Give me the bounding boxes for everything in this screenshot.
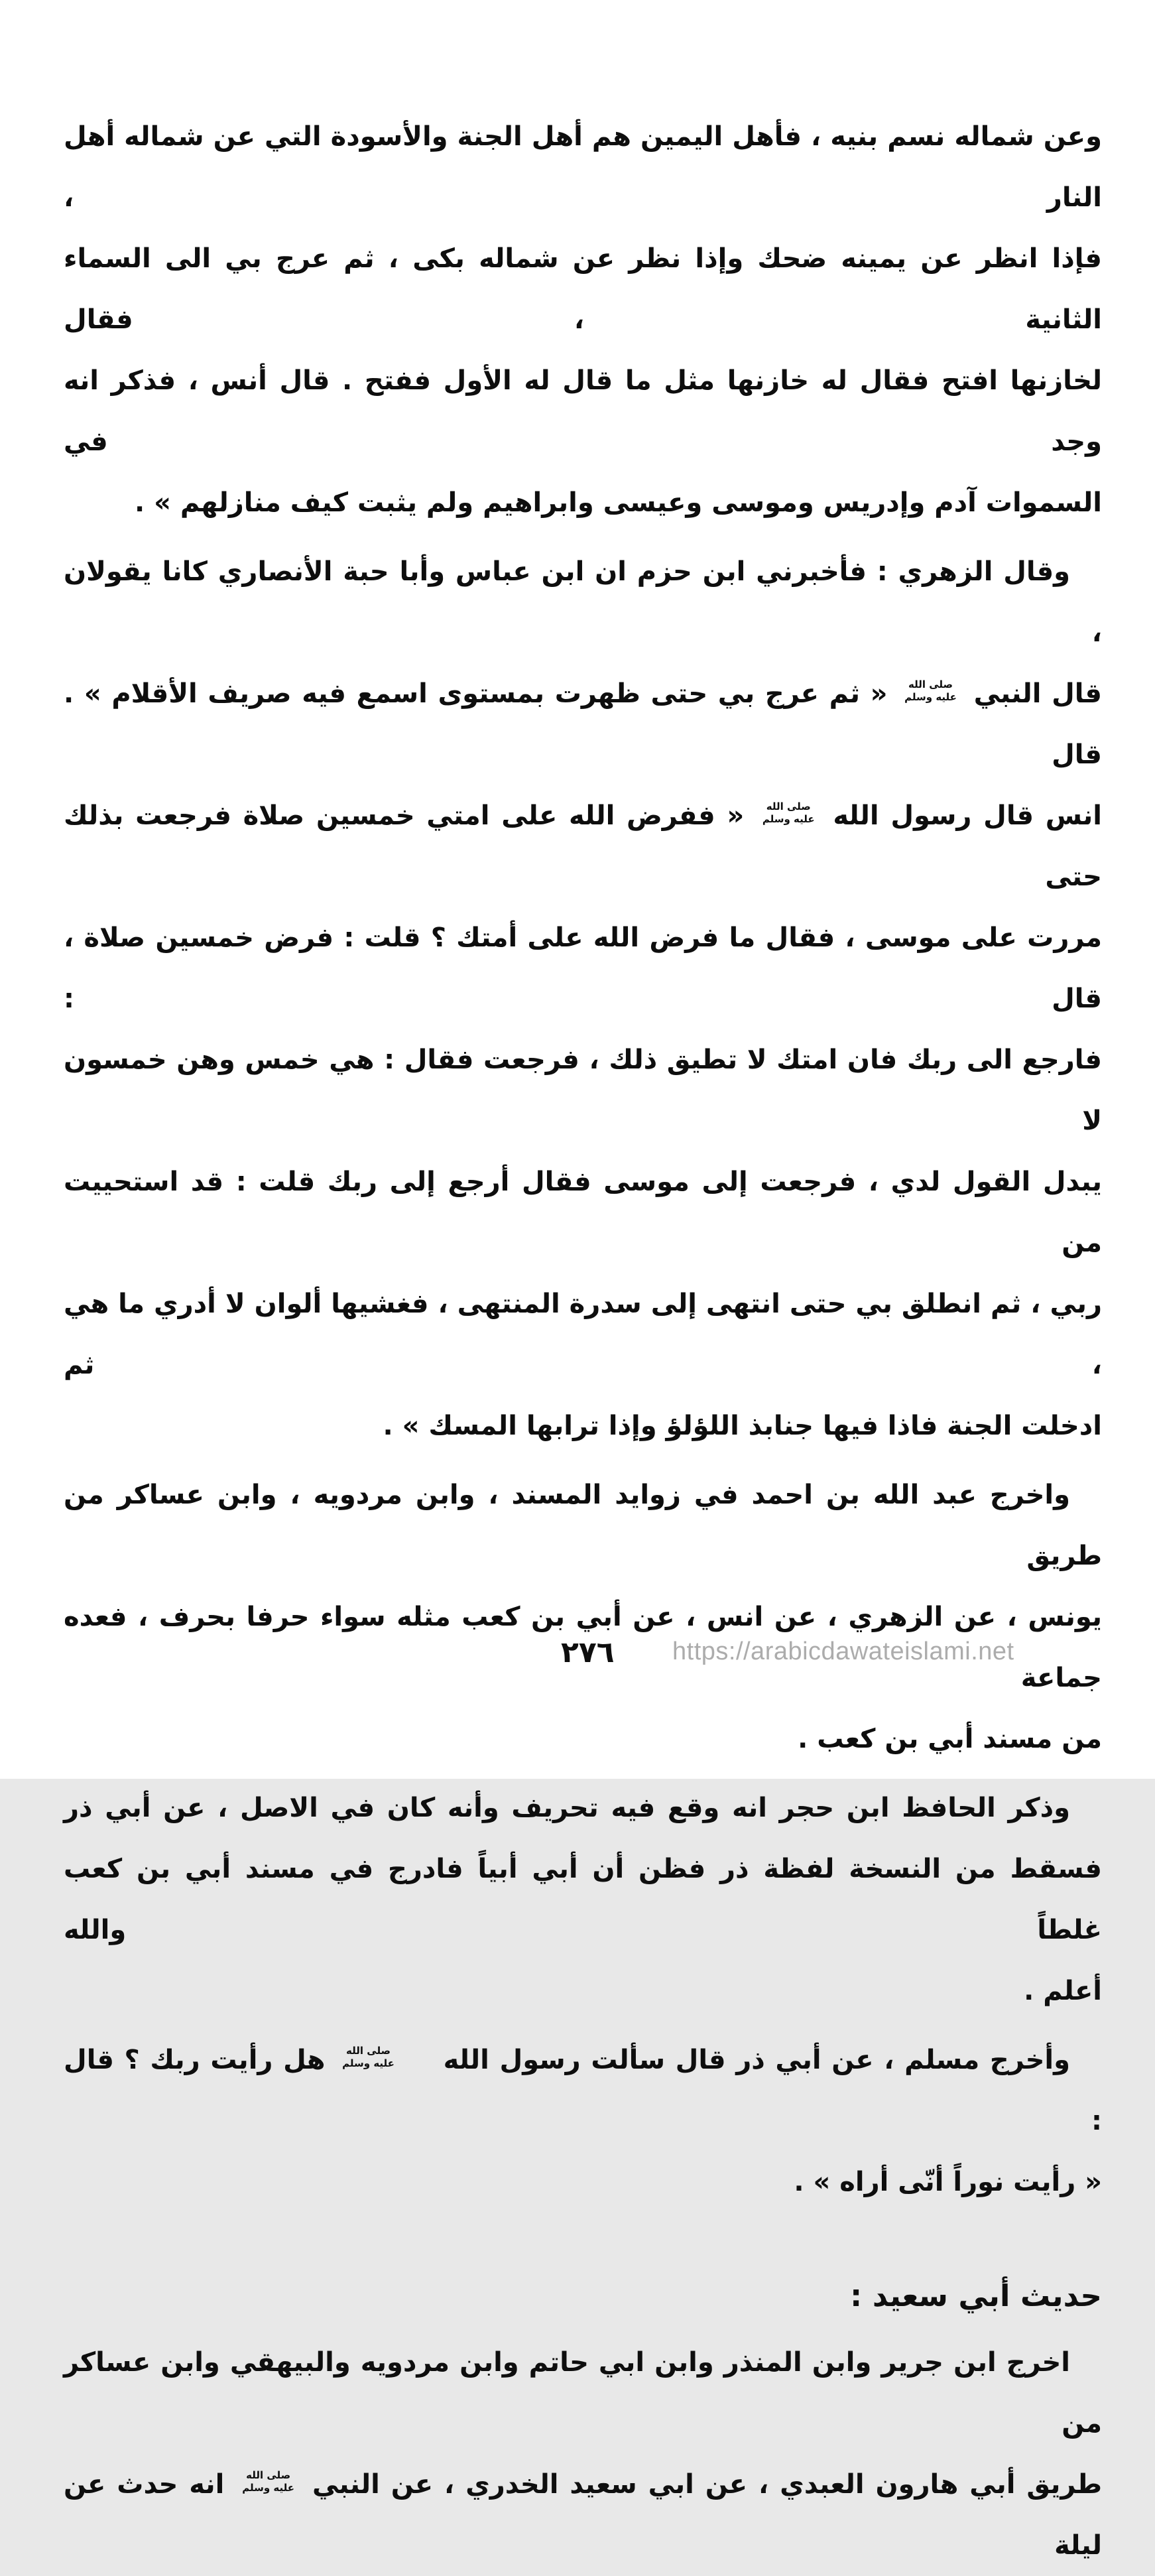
text-line: ادخلت الجنة فاذا فيها جنابذ اللؤلؤ وإذا ترابها المسك » . <box>383 1411 1102 1441</box>
paragraph <box>64 1464 1102 1770</box>
text-line: فسقط من النسخة لفظة ذر فظن أن أبي أبياً فادرج في مسند أبي بن كعب غلطاً والله <box>64 1854 1102 1945</box>
paragraph <box>64 541 1102 1456</box>
text-line: وقال الزهري : فأخبرني ابن حزم ان ابن عباس وأبا حبة الأنصاري كانا يقولان ، <box>64 556 1102 648</box>
text-line: أعلم . <box>1024 1976 1102 2006</box>
text-line: من مسند أبي بن كعب . <box>798 1724 1102 1754</box>
paragraph <box>64 1777 1102 2022</box>
honorific-saw-icon: صلى الله عليه وسلم <box>762 801 815 825</box>
text-line: ربي ، ثم انطلق بي حتى انتهى إلى سدرة المنتهى ، فغشيها ألوان لا أدري ما هي ، ثم <box>64 1289 1102 1380</box>
text-line: السموات آدم وإدريس وموسى وعيسى وابراهيم ولم يثبت كيف منازلهم » . <box>135 487 1102 518</box>
text-line: وذكر الحافظ ابن حجر انه وقع فيه تحريف وأنه كان في الاصل ، عن أبي ذر <box>64 1793 1070 1823</box>
page-number: ٢٧٦ <box>561 1636 615 1669</box>
honorific-saw-icon: صلى الله عليه وسلم <box>904 678 957 703</box>
text-line: اخرج ابن جرير وابن المنذر وابن ابي حاتم وابن مردويه والبيهقي وابن عساكر من <box>64 2347 1102 2439</box>
text-line: وأخرج مسلم ، عن أبي ذر قال سألت رسول الله صلى الله عليه وسلم هل رأيت ربك ؟ قال : <box>64 2045 1102 2136</box>
paragraph <box>64 106 1102 533</box>
text-line: لخازنها افتح فقال له خازنها مثل ما قال له الأول ففتح . قال أنس ، فذكر انه وجد في <box>64 365 1102 457</box>
text-line: طريق أبي هارون العبدي ، عن ابي سعيد الخدري ، عن النبي صلى الله عليه وسلم انه حدث عن ليلة <box>64 2469 1102 2561</box>
honorific-saw-icon: صلى الله عليه وسلم <box>242 2469 295 2494</box>
section-heading: حديث أبي سعيد : <box>850 2278 1102 2313</box>
text-line: واخرج عبد الله بن احمد في زوايد المسند ، وابن مردويه ، وابن عساكر من طريق <box>64 1480 1102 1571</box>
text-line: يبدل القول لدي ، فرجعت إلى موسى فقال أرجع إلى ربك قلت : قد استحييت من <box>64 1167 1102 1258</box>
text-line: انس قال رسول الله صلى الله عليه وسلم « ففرض الله على امتي خمسين صلاة فرجعت بذلك حتى <box>64 801 1103 892</box>
text-line: قال النبي صلى الله عليه وسلم « ثم عرج بي حتى ظهرت بمستوى اسمع فيه صريف الأقلام » . قال <box>64 678 1102 770</box>
text-line: فإذا انظر عن يمينه ضحك وإذا نظر عن شماله بكى ، ثم عرج بي الى السماء الثانية ، فقال <box>64 243 1102 335</box>
watermark-url: https://arabicdawateislami.net <box>672 1638 1014 1665</box>
text-line: مررت على موسى ، فقال ما فرض الله على أمتك ؟ قلت : فرض خمسين صلاة ، قال : <box>64 923 1102 1014</box>
paragraph <box>64 2332 1102 2576</box>
paragraph <box>64 2029 1102 2213</box>
honorific-saw-icon: صلى الله عليه وسلم <box>342 2045 395 2069</box>
text-line: « رأيت نوراً أنّى أراه » . <box>794 2167 1102 2197</box>
text-line: يونس ، عن الزهري ، عن انس ، عن أبي بن كعب مثله سواء حرفا بحرف ، فعده جماعة <box>64 1602 1102 1693</box>
text-line: وعن شماله نسم بنيه ، فأهل اليمين هم أهل الجنة والأسودة التي عن شماله أهل النار ، <box>64 121 1102 213</box>
page-content <box>64 106 1102 2576</box>
text-line: فارجع الى ربك فان امتك لا تطيق ذلك ، فرجعت فقال : هي خمس وهن خمسون لا <box>64 1045 1102 1136</box>
